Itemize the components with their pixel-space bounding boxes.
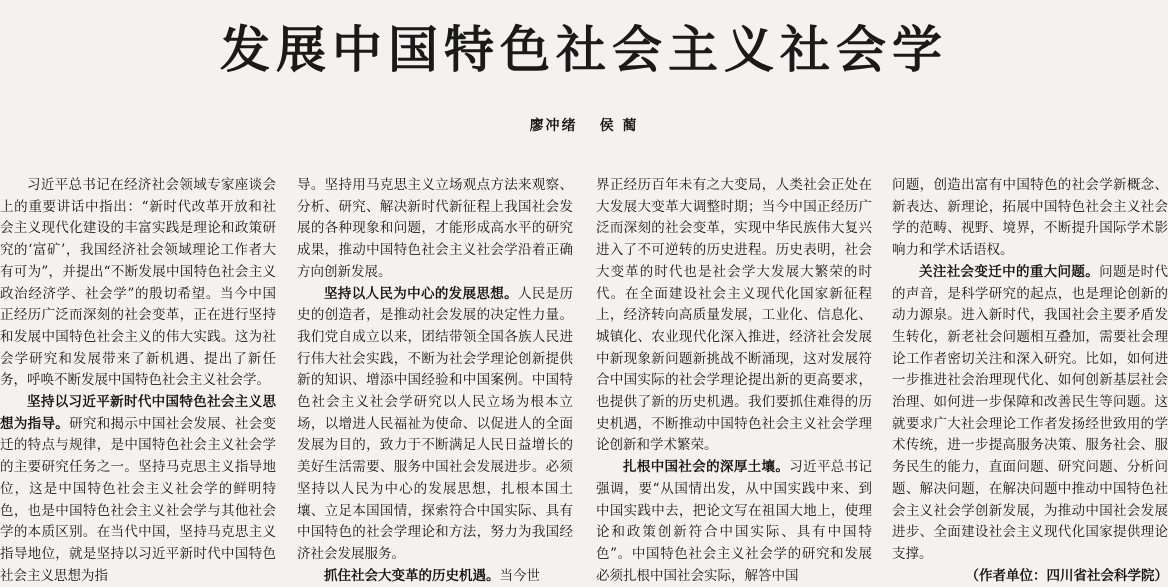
text-column-1 [0, 175, 277, 584]
text-column-4 [892, 175, 1168, 584]
paragraph: 抓住社会大变革的历史机遇。当今世 [324, 567, 540, 584]
paragraph: 问题，创造出富有中国特色的社会学新概念、新表达、新理论，拓展中国特色社会主义社会学的范畴、视野、境界，不断提升国际学术影响力和学术话语权。 [892, 177, 1168, 259]
section-heading: 抓住社会大变革的历史机遇。 [324, 567, 500, 584]
paragraph: 坚持以习近平新时代中国特色社会主义思想为指导。研究和揭示中国社会发展、社会变迁的特点与规律，是中国特色社会主义社会学的主要研究任务之一。坚持马克思主义指导地位，这是中国特色社会主义社会学的鲜明特色，也是中国特色社会主义社会学与其他社会学的本质区别。在当代中国，坚持马克思主义指导地位，就是坚持以习近平新时代中国特色社会主义思想为指 [0, 394, 277, 584]
text-column-2 [297, 175, 574, 584]
section-heading: 坚持以人民为中心的发展思想。 [324, 285, 518, 302]
paragraph: 导。坚持用马克思主义立场观点方法来观察、分析、研究、解决新时代新征程上我国社会发展的各种现象和问题，才能形成高水平的研究成果，推动中国特色社会主义社会学沿着正确方向创新发展。 [297, 177, 573, 280]
author-affiliation: （作者单位：四川省社会科学院） [965, 567, 1168, 584]
paragraph: 习近平总书记在经济社会领域专家座谈会上的重要讲话中指出：“新时代改革开放和社会主义现代化建设的丰富实践是理论和政策研究的‘富矿’，我国经济社会领域理论工作者大有可为”，并提出“不断发展中国特色社会主义政治经济学、社会学”的殷切希望。当今中国正经历广泛而深刻的社会变革，正在进行坚持和发展中国特色社会主义的伟大实践。这为社会学研究和发展带来了新机遇、提出了新任务，呼唤不断发展中国特色社会主义社会学。 [0, 177, 276, 389]
paragraph: 扎根中国社会的深厚土壤。习近平总书记强调，要“从国情出发，从中国实践中来、到中国实践中去，把论文写在祖国大地上，使理论和政策创新符合中国实际、具有中国特色”。中国特色社会主义社会学的研究和发展必须扎根中国社会实际，解答中国 [596, 459, 873, 584]
paragraph: 界正经历百年未有之大变局，人类社会正处在大发展大变革大调整时期；当今中国正经历广泛而深刻的社会变革，实现中华民族伟大复兴进入了不可逆转的历史进程。历史表明，社会大变革的时代也是社会学大发展大繁荣的时代。在全面建设社会主义现代化国家新征程上，经济转向高质量发展，工业化、信息化、城镇化、农业现代化深入推进，经济社会发展中新现象新问题新挑战不断涌现，这对发展符合中国实际的社会学理论提出新的更高要求，也提供了新的历史机遇。我们要抓住难得的历史机遇，不断推动中国特色社会主义社会学理论创新和学术繁荣。 [596, 177, 872, 454]
article-title: 发展中国特色社会主义社会学 [220, 20, 948, 79]
section-heading: 关注社会变迁中的重大问题。 [919, 263, 1100, 280]
article-authors [0, 116, 1168, 136]
author-name: 侯 蔺 [599, 118, 639, 134]
text-column-3 [596, 175, 873, 584]
section-heading: 扎根中国社会的深厚土壤。 [623, 459, 790, 476]
author-name: 廖冲绪 [529, 118, 578, 134]
section-heading: 坚持以习近平新时代中国特色社会主义思想为指导。 [0, 394, 276, 432]
paragraph: 关注社会变迁中的重大问题。问题是时代的声音，是科学研究的起点，也是理论创新的动力源泉。进入新时代，我国社会主要矛盾发生转化，新老社会问题相互叠加，需要社会理论工作者密切关注和深入研究。比如，如何进一步推进社会治理现代化、如何创新基层社会治理、如何进一步保障和改善民生等问题。这就要求广大社会理论工作者发扬经世致用的学术传统，进一步提高服务决策、服务社会、服务民生的能力，直面问题、研究问题、分析问题、解决问题，在解决问题中推动中国特色社会主义社会学创新发展，为推动中国社会发展进步、全面建设社会主义现代化国家提供理论支撑。 [892, 263, 1168, 562]
paragraph: 坚持以人民为中心的发展思想。人民是历史的创造者，是推动社会发展的决定性力量。我们党自成立以来，团结带领全国各族人民进行伟大社会实践，不断为社会学理论创新提供新的知识、增添中国经验和中国案例。中国特色社会主义社会学研究以人民立场为根本立场，以增进人民福祉为使命、以促进人的全面发展为目的，致力于不断满足人民日益增长的美好生活需要、服务中国社会发展进步。必须坚持以人民为中心的发展思想，扎根本国土壤、立足本国国情，探索符合中国实际、具有中国特色的社会学理论和方法，努力为我国经济社会发展服务。 [297, 285, 574, 562]
